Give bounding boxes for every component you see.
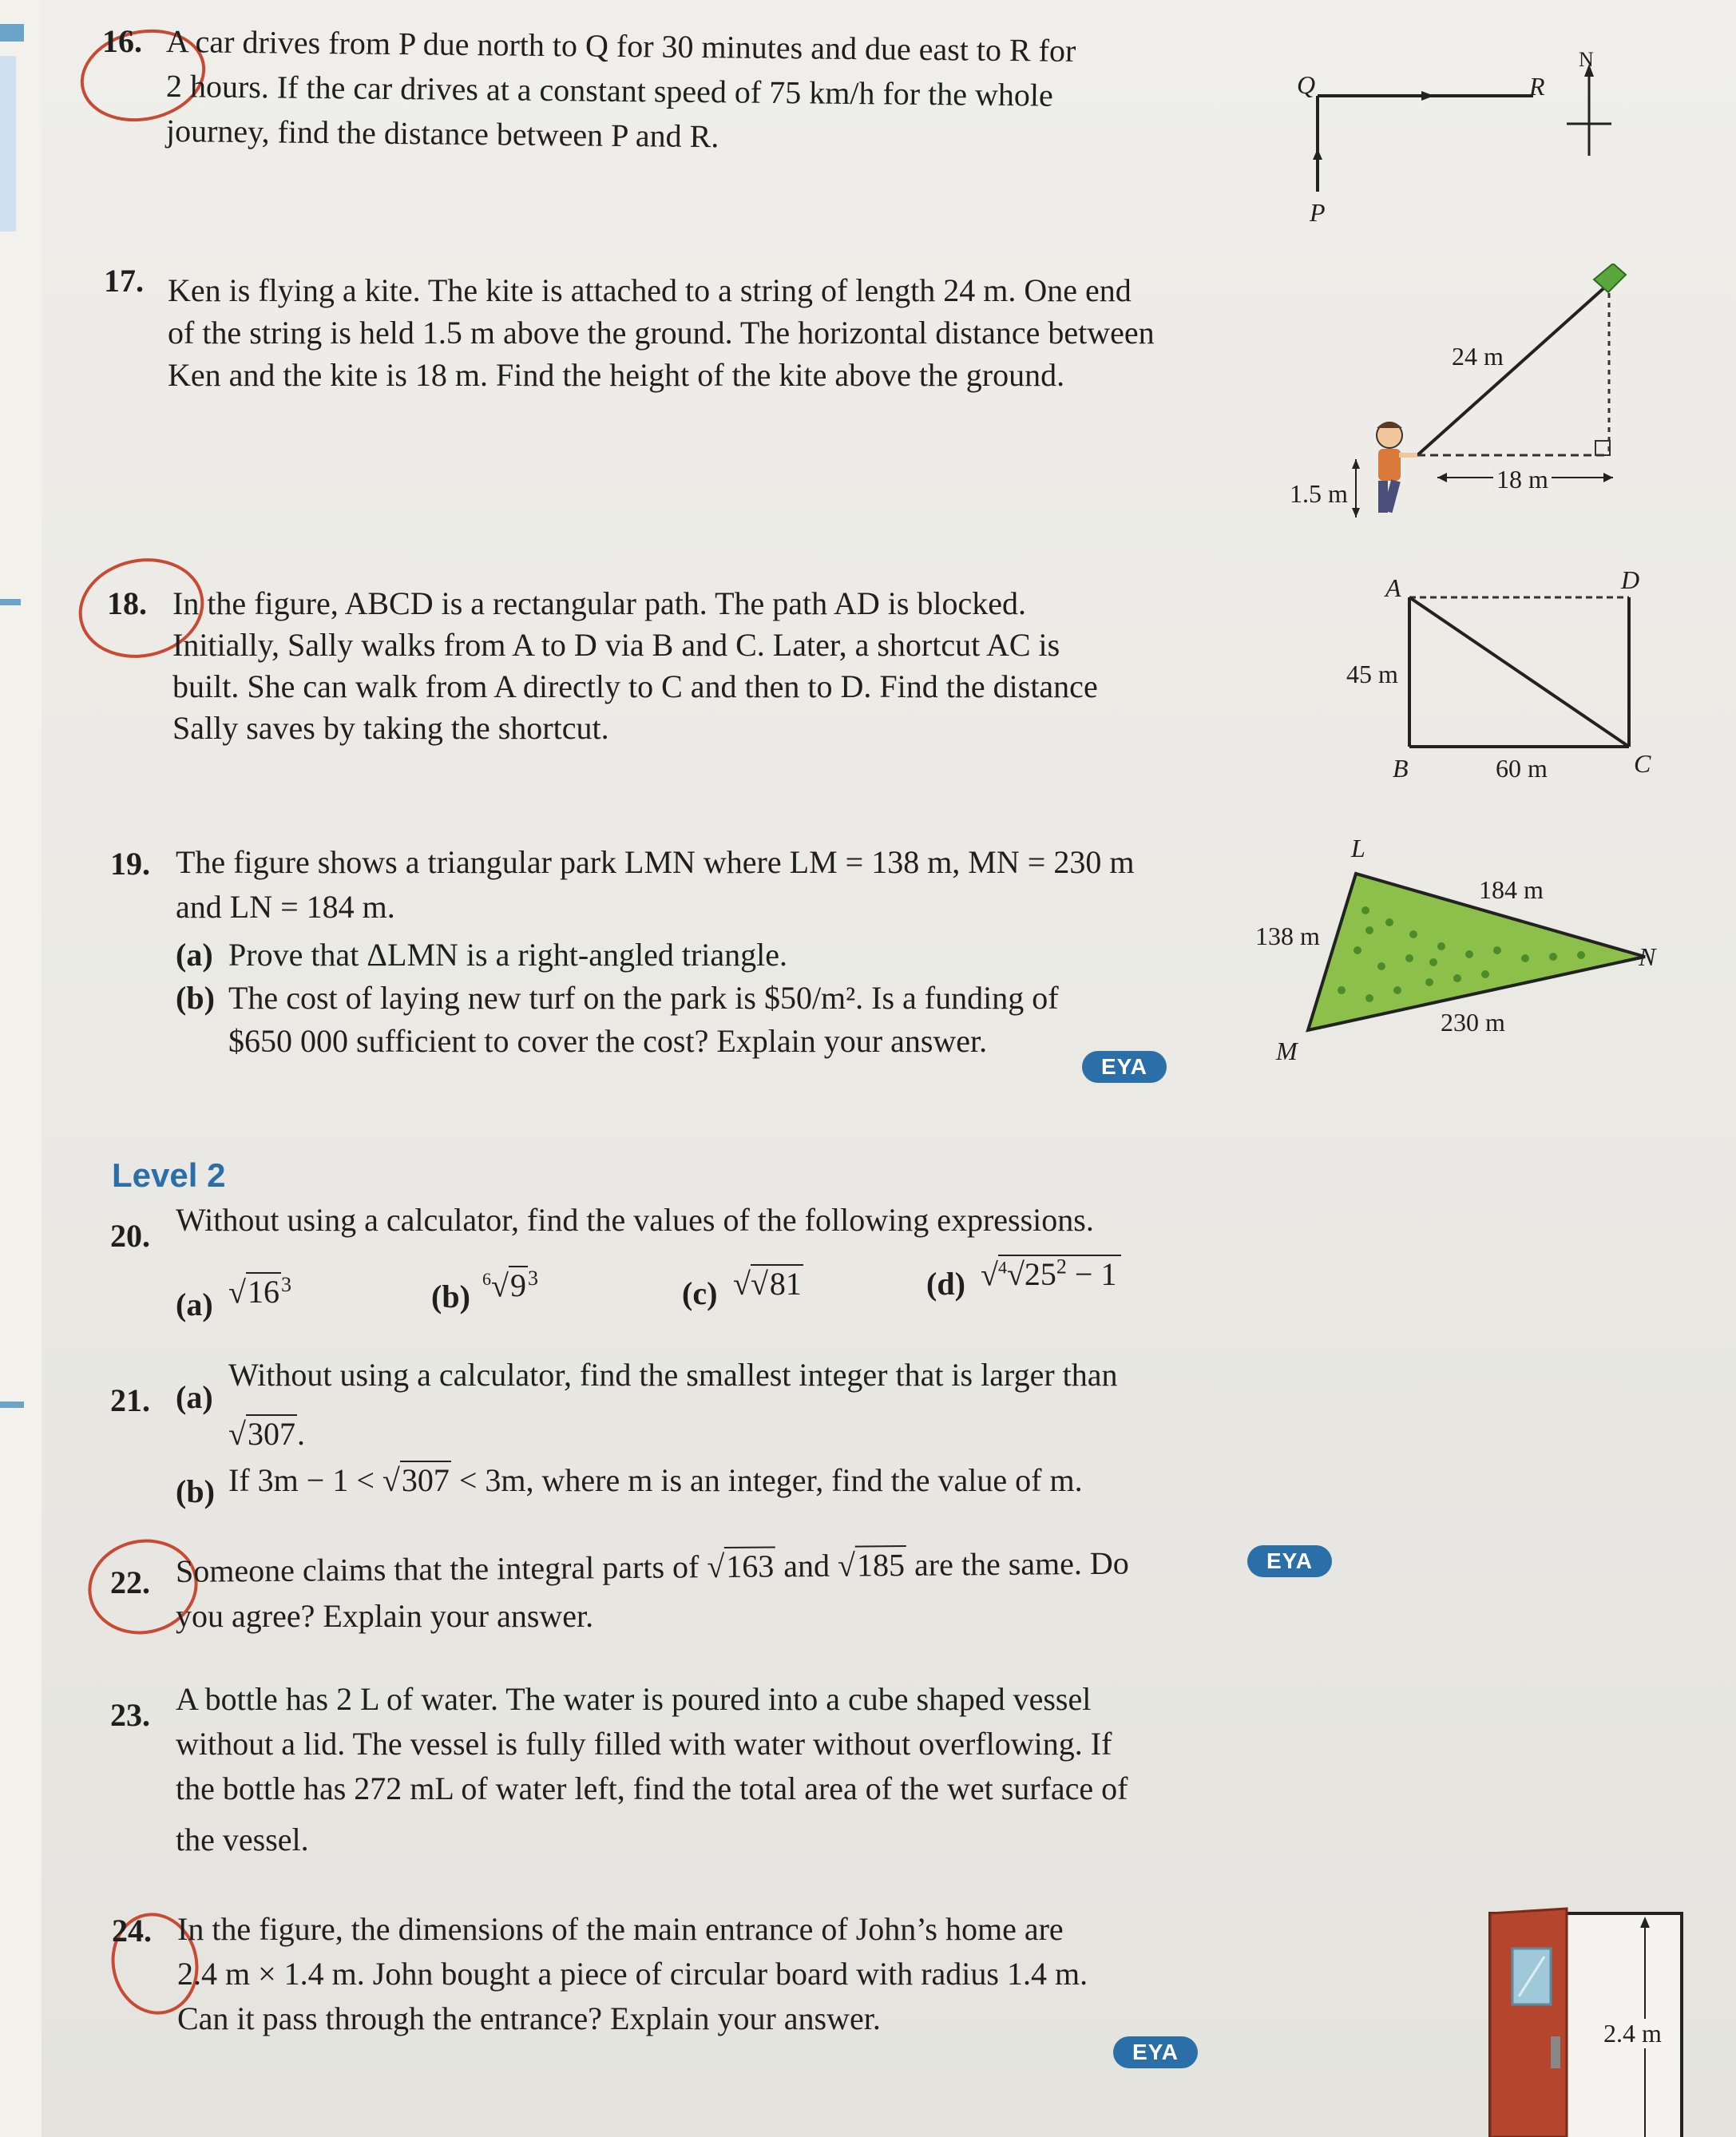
part-text: The cost of laying new turf on the park is $50/m². Is a funding of — [228, 980, 1059, 1016]
label-p: P — [1310, 198, 1326, 227]
ineq-pre: If 3m − 1 < — [228, 1462, 375, 1498]
question-text-line: and LN = 184 m. — [176, 889, 395, 925]
label-held-height: 1.5 m — [1290, 479, 1348, 508]
question-number: 19. — [110, 846, 150, 882]
question-number: 16. — [102, 23, 142, 59]
label-d: D — [1621, 565, 1640, 594]
label-b: B — [1393, 754, 1409, 783]
question-text-line: A car drives from P due north to Q for 30 minutes and due east to R for — [165, 23, 1076, 69]
root-index: 4 — [997, 1258, 1007, 1278]
question-text-line: without a lid. The vessel is fully filled with water without overflowing. If — [176, 1726, 1112, 1762]
dim-arrow — [1603, 473, 1613, 482]
question-text-line: Can it pass through the entrance? Explain your answer. — [177, 2000, 881, 2036]
question-text-line: In the figure, ABCD is a rectangular path. The path AD is blocked. — [172, 585, 1027, 621]
adjacent-page-bar — [0, 599, 21, 605]
right-angle-mark — [1595, 441, 1610, 455]
kite-string — [1417, 283, 1609, 455]
question-text-line: you agree? Explain your answer. — [176, 1598, 594, 1634]
part-label: (b) — [431, 1279, 470, 1314]
question-number: 17. — [104, 263, 144, 299]
label-door-height: 2.4 m — [1600, 2019, 1665, 2048]
label-c: C — [1634, 749, 1651, 778]
section-heading: Level 2 — [112, 1156, 226, 1194]
text-segment: Someone claims that the integral parts of — [175, 1548, 700, 1589]
question-number: 23. — [110, 1697, 150, 1733]
label-n: N — [1639, 942, 1656, 971]
question-text-line: the bottle has 272 mL of water left, find the total area of the wet surface of — [176, 1770, 1128, 1806]
ken-body — [1378, 449, 1401, 481]
question-text-line: Without using a calculator, find the values of the following expressions. — [176, 1202, 1094, 1238]
question-text-line: Initially, Sally walks from A to D via B and C. Later, a shortcut AC is — [172, 627, 1060, 663]
adjacent-page-tint — [0, 56, 16, 232]
radicand: 163 — [724, 1546, 775, 1584]
question-text-line: of the string is held 1.5 m above the ground. The horizontal distance between — [168, 315, 1155, 351]
label-side: 45 m — [1346, 660, 1398, 688]
door-panel — [1490, 1909, 1567, 2137]
question-text-line: Ken and the kite is 18 m. Find the height of the kite above the ground. — [168, 357, 1065, 393]
question-text-line: A bottle has 2 L of water. The water is poured into a cube shaped vessel — [176, 1681, 1092, 1717]
question-text-line: Sally saves by taking the shortcut. — [172, 710, 609, 746]
label-q: Q — [1297, 70, 1316, 99]
door-handle — [1551, 2036, 1560, 2068]
question-text-line: In the figure, the dimensions of the main entrance of John’s home are — [177, 1911, 1064, 1947]
question-text-line: The figure shows a triangular park LMN where LM = 138 m, MN = 230 m — [176, 844, 1135, 880]
ineq-post: < 3m, where m is an integer, find the value of m. — [458, 1462, 1083, 1498]
label-lm: 138 m — [1255, 922, 1320, 950]
arrow-east — [1421, 91, 1434, 101]
question-text-line: 2 hours. If the car drives at a constant speed of 75 km/h for the whole — [165, 68, 1053, 113]
root-index: 6 — [482, 1269, 491, 1289]
question-text-line: built. She can walk from A directly to C and then to D. Find the distance — [172, 668, 1098, 704]
label-string-length: 24 m — [1452, 342, 1504, 371]
radicand: 9 — [509, 1267, 526, 1304]
part-label: (c) — [682, 1275, 718, 1311]
part-label: (d) — [926, 1266, 965, 1302]
radicand: 185 — [855, 1545, 906, 1584]
part-label: (b) — [176, 980, 215, 1016]
label-horizontal-distance: 18 m — [1493, 465, 1552, 494]
label-m: M — [1276, 1037, 1298, 1065]
expr-tail: − 1 — [1074, 1256, 1117, 1293]
question-number: 24. — [112, 1913, 152, 1949]
question-text-line: 2.4 m × 1.4 m. John bought a piece of circular board with radius 1.4 m. — [177, 1956, 1088, 1992]
expr-d: $√^4√25^2 - 1$ — [981, 1255, 1121, 1293]
label-n: N — [1579, 48, 1594, 71]
ken-hair — [1377, 422, 1402, 428]
rectangle-path-diagram — [1389, 583, 1653, 759]
eya-badge: EYA — [1247, 1545, 1332, 1577]
part-label: (a) — [176, 1379, 213, 1415]
part-text: $650 000 sufficient to cover the cost? Explain your answer. — [228, 1023, 988, 1059]
part-label: (a) — [176, 937, 213, 973]
label-l: L — [1351, 834, 1365, 862]
arrow-north — [1313, 149, 1322, 160]
question-number: 22. — [110, 1564, 150, 1600]
radicand: 81 — [769, 1266, 802, 1302]
dim-arrow — [1352, 459, 1360, 469]
question-text-line: journey, find the distance between P and R. — [165, 113, 719, 155]
question-number: 21. — [110, 1382, 150, 1418]
expr-sqrt-307: √307. — [228, 1416, 305, 1452]
label-bottom: 60 m — [1496, 754, 1548, 783]
question-text-line: Someone claims that the integral parts of √163 and √185 are the same. Do — [175, 1544, 1129, 1589]
kite-diagram — [1326, 264, 1677, 535]
expr-c: √√81 — [733, 1266, 802, 1302]
text-segment: are the same. Do — [914, 1544, 1129, 1583]
label-a: A — [1385, 573, 1401, 602]
radicand: 307 — [247, 1416, 295, 1452]
expr-a: $√16^3$ — [228, 1273, 291, 1310]
dim-arrow — [1352, 508, 1360, 517]
question-text-line: Ken is flying a kite. The kite is attached to a string of length 24 m. One end — [168, 272, 1132, 308]
shortcut-ac — [1409, 597, 1629, 747]
radicand: 307 — [401, 1462, 450, 1498]
part-label: (a) — [176, 1287, 213, 1322]
label-r: R — [1529, 72, 1545, 101]
radicand: 16 — [247, 1274, 279, 1310]
part-text: Without using a calculator, find the smallest integer that is larger than — [228, 1357, 1118, 1393]
part-text: Prove that ΔLMN is a right-angled triangle. — [228, 937, 787, 973]
text-segment: and — [783, 1547, 830, 1584]
kite — [1594, 264, 1626, 292]
question-number: 18. — [107, 585, 147, 621]
part-label: (b) — [176, 1473, 215, 1509]
dim-arrow — [1437, 473, 1447, 482]
eya-badge: EYA — [1113, 2036, 1198, 2068]
expr-b: $^6√9^3$ — [482, 1267, 538, 1304]
expr-inequality: If 3m − 1 < √307 < 3m, where m is an integer, find the value of m. — [228, 1462, 1083, 1498]
direction-diagram — [1278, 48, 1645, 240]
adjacent-page-bar — [0, 24, 24, 42]
radicand: 25 — [1024, 1256, 1056, 1293]
adjacent-page-strip — [0, 0, 42, 2137]
question-number: 20. — [110, 1218, 150, 1254]
eya-badge: EYA — [1082, 1051, 1167, 1083]
label-ln: 184 m — [1479, 875, 1544, 904]
label-mn: 230 m — [1441, 1008, 1505, 1037]
question-text-line: the vessel. — [176, 1822, 309, 1857]
adjacent-page-bar — [0, 1402, 24, 1408]
